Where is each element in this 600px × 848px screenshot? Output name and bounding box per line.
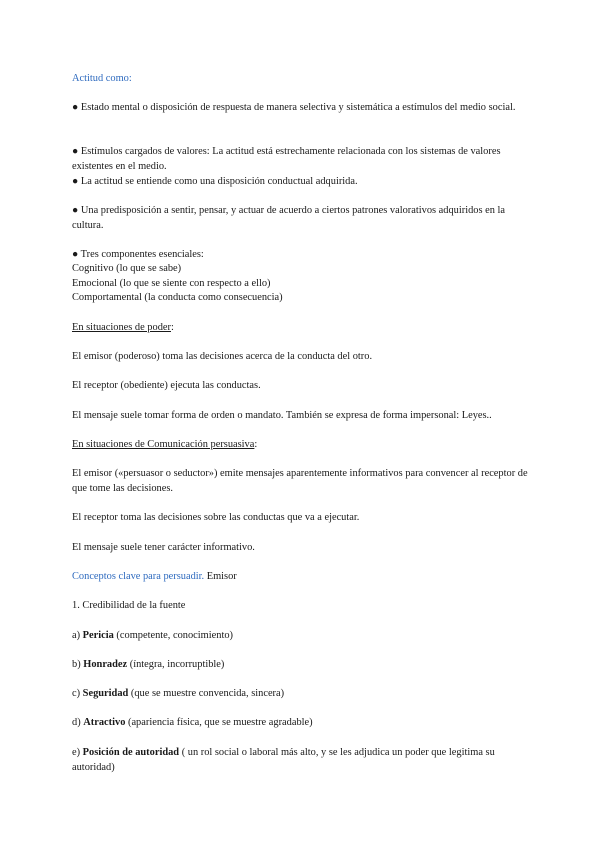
- concepto-letter: e): [72, 747, 83, 758]
- actitud-bullet-5: ● Tres componentes esenciales:: [72, 249, 204, 260]
- credibilidad-item: 1. Credibilidad de la fuente: [72, 600, 186, 611]
- poder-paragraph-3: El mensaje suele tomar forma de orden o mandato. También se expresa de forma impersonal: Leyes..: [72, 410, 492, 421]
- concepto-letter: c): [72, 688, 83, 699]
- persuasiva-heading-colon: :: [254, 439, 258, 450]
- concepto-autoridad: [72, 746, 532, 775]
- concepto-term: Atractivo: [83, 717, 126, 728]
- concepto-desc: (que se muestre convencida, sincera): [128, 688, 285, 699]
- concepto-letter: b): [72, 659, 84, 670]
- actitud-bullet-1: ● Estado mental o disposición de respuesta de manera selectiva y sistemática a estímulos del medio social.: [72, 102, 516, 113]
- actitud-bullet-4: ● Una predisposición a sentir, pensar, y actuar de acuerdo a ciertos patrones valorativos adquiridos en la cultura.: [72, 205, 506, 231]
- conceptos-heading-emisor: Emisor: [204, 571, 237, 582]
- concepto-atractivo: [72, 716, 532, 731]
- concepto-desc: ( un rol social o laboral más alto, y se les adjudica un poder que legitima su autoridad): [72, 747, 495, 773]
- actitud-heading: Actitud como:: [72, 73, 132, 84]
- concepto-letter: a): [72, 630, 83, 641]
- persuasiva-heading-line: [72, 438, 532, 453]
- componente-cognitivo: Cognitivo (lo que se sabe): [72, 263, 182, 274]
- concepto-desc: (competente, conocimiento): [113, 630, 233, 641]
- persuasiva-paragraph-2: El receptor toma las decisiones sobre las conductas que va a ejecutar.: [72, 512, 360, 523]
- concepto-term: Honradez: [83, 659, 128, 670]
- concepto-letter: d): [72, 717, 84, 728]
- concepto-seguridad: [72, 687, 532, 702]
- concepto-term: Pericia: [82, 630, 114, 641]
- concepto-term: Posición de autoridad: [82, 747, 180, 758]
- poder-heading: En situaciones de poder: [72, 322, 171, 333]
- persuasiva-paragraph-1: El emisor («persuasor o seductor») emite mensajes aparentemente informativos para convencer al receptor de que tome las decisiones.: [72, 468, 528, 494]
- concepto-honradez: [72, 658, 532, 673]
- concepto-pericia: [72, 629, 532, 644]
- actitud-bullet-2: ● Estímulos cargados de valores: La actitud está estrechamente relacionada con los sistemas de valores existentes en el medio.: [72, 146, 501, 172]
- componente-emocional: Emocional (lo que se siente con respecto a ello): [72, 278, 271, 289]
- conceptos-heading: Conceptos clave para persuadir.: [72, 571, 205, 582]
- concepto-desc: (íntegra, incorruptible): [127, 659, 225, 670]
- persuasiva-paragraph-3: El mensaje suele tener carácter informativo.: [72, 542, 255, 553]
- persuasiva-heading: En situaciones de Comunicación persuasiva: [72, 439, 255, 450]
- poder-heading-colon: :: [170, 322, 174, 333]
- poder-paragraph-1: El emisor (poderoso) toma las decisiones acerca de la conducta del otro.: [72, 351, 373, 362]
- poder-heading-line: [72, 321, 532, 336]
- poder-paragraph-2: El receptor (obediente) ejecuta las conductas.: [72, 380, 261, 391]
- componente-comportamental: Comportamental (la conducta como consecuencia): [72, 292, 283, 303]
- concepto-term: Seguridad: [82, 688, 129, 699]
- concepto-desc: (apariencia física, que se muestre agradable): [125, 717, 313, 728]
- conceptos-heading-line: [72, 570, 532, 585]
- actitud-bullet-3: ● La actitud se entiende como una disposición conductual adquirida.: [72, 176, 358, 187]
